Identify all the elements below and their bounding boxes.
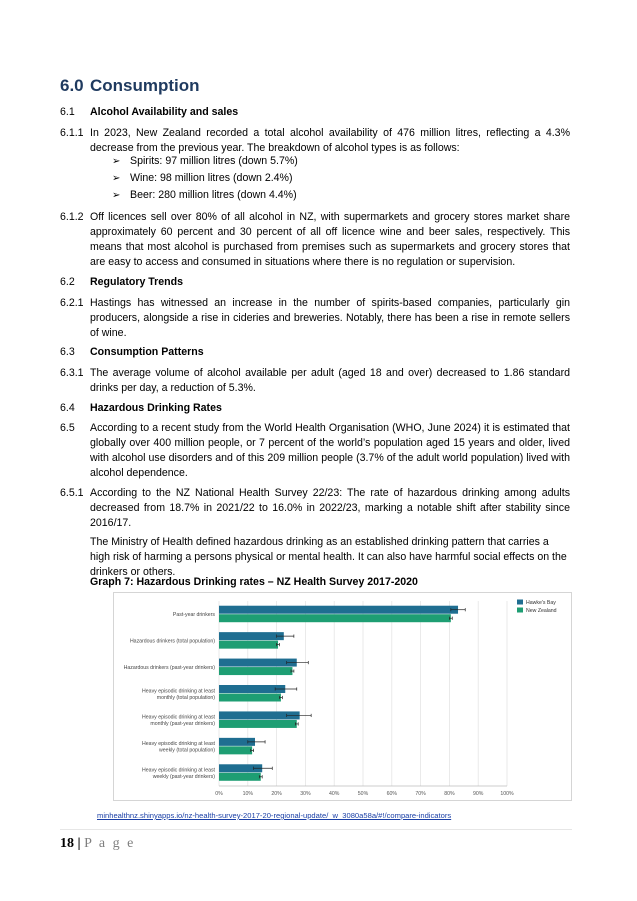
- page-footer: [60, 836, 135, 852]
- arrow-bullet-icon: ➢: [112, 156, 121, 167]
- hazardous-drinking-chart: [113, 592, 572, 801]
- heading-number: 6.0: [60, 76, 84, 95]
- legend-swatch: [517, 600, 523, 605]
- bar: [219, 773, 261, 781]
- heading-title: Consumption: [90, 76, 200, 95]
- footer-separator: |: [77, 836, 81, 851]
- category-label: Heavy episodic drinking at least: [142, 741, 215, 748]
- section-title: Alcohol Availability and sales: [90, 106, 239, 118]
- x-tick-label: 90%: [473, 791, 484, 797]
- section-text: Off licences sell over 80% of all alcohol in NZ, with supermarkets and grocery stores market share approximately 60 percent and 30 percent of all off licence wine and beer sales, respectively. This means that most alcohol is purchased from premises such as supermarkets and grocery stores that are easy to access and consumed in situations where there is no regulation or supervision.: [90, 211, 570, 268]
- x-tick-label: 80%: [444, 791, 455, 797]
- bar: [219, 667, 292, 675]
- section-heading: [60, 76, 200, 96]
- bar: [219, 659, 297, 667]
- bar: [219, 614, 451, 622]
- section-text: According to a recent study from the World Health Organisation (WHO, June 2024) it is estimated that globally over 400 million people, or 7 percent of the world’s population aged 15 years and older, lived with alcohol use disorders and of this 209 million people (3.7% of the adult world population) lived with alcohol dependence.: [90, 422, 570, 479]
- section-number: 6.2.1: [60, 297, 84, 309]
- legend-swatch: [517, 608, 523, 613]
- category-label: Heavy episodic drinking at least: [142, 767, 215, 774]
- x-tick-label: 30%: [300, 791, 311, 797]
- category-label: Hazardous drinkers (past-year drinkers): [123, 665, 215, 672]
- x-tick-label: 20%: [271, 791, 282, 797]
- section-number: 6.1: [60, 106, 75, 118]
- section-text: The average volume of alcohol available per adult (aged 18 and over) decreased to 1.86 standard drinks per day, a reduction of 5.3%.: [90, 367, 570, 394]
- x-tick-label: 40%: [329, 791, 340, 797]
- x-tick-label: 60%: [386, 791, 397, 797]
- category-label: monthly (total population): [156, 694, 215, 701]
- section-title: Consumption Patterns: [90, 346, 204, 358]
- section-number: 6.1.2: [60, 211, 84, 223]
- list-item: ➢ Wine: 98 million litres (down 2.4%): [112, 170, 298, 187]
- category-label: weekly (past-year drinkers): [152, 774, 215, 781]
- section-number: 6.3.1: [60, 367, 84, 379]
- section-number: 6.4: [60, 402, 75, 414]
- footer-divider: [60, 829, 572, 830]
- category-label: monthly (past-year drinkers): [150, 721, 215, 728]
- alcohol-type-list: [112, 153, 298, 204]
- x-tick-label: 0%: [215, 791, 223, 797]
- category-label: Past-year drinkers: [172, 612, 215, 619]
- source-link[interactable]: minhealthnz.shinyapps.io/nz-health-survey-2017-20-regional-update/_w_3080a58a/#!/compare-indicators: [97, 811, 452, 820]
- bar: [219, 641, 278, 649]
- hazardous-definition-paragraph: The Ministry of Health defined hazardous drinking as an established drinking pattern that carries a high risk of harming a persons physical or mental health. It can also have harmful social effects on the drinkers or others.: [90, 536, 567, 578]
- section-text: According to the NZ National Health Survey 22/23: The rate of hazardous drinking among adults decreased from 18.7% in 2021/22 to 16.0% in 2022/23, marking a notable shift after stability since 2016/17.: [90, 487, 570, 529]
- bar: [219, 606, 458, 614]
- section-text: In 2023, New Zealand recorded a total alcohol availability of 476 million litres, reflecting a 4.3% decrease from the previous year. The breakdown of alcohol types is as follows:: [90, 127, 570, 154]
- bar: [219, 746, 252, 754]
- bar: [219, 632, 284, 640]
- arrow-bullet-icon: ➢: [112, 173, 121, 184]
- section-number: 6.2: [60, 276, 75, 288]
- category-label: weekly (total population): [159, 747, 215, 754]
- page-word: P a g e: [84, 836, 136, 851]
- category-label: Hazardous drinkers (total population): [129, 638, 215, 645]
- section-number: 6.1.1: [60, 127, 84, 139]
- page-number: 18: [60, 836, 74, 851]
- list-item: ➢ Spirits: 97 million litres (down 5.7%): [112, 153, 298, 170]
- graph-caption: Graph 7: Hazardous Drinking rates – NZ Health Survey 2017-2020: [90, 576, 418, 588]
- category-label: Heavy episodic drinking at least: [142, 714, 215, 721]
- category-label: Heavy episodic drinking at least: [142, 688, 215, 695]
- x-tick-label: 100%: [500, 791, 514, 797]
- section-text: Hastings has witnessed an increase in the number of spirits-based companies, particularly gin producers, alongside a rise in cideries and breweries. Notably, there has been a rise in remote sellers of wine.: [90, 297, 570, 339]
- arrow-bullet-icon: ➢: [112, 190, 121, 201]
- legend-label: New Zealand: [526, 608, 557, 614]
- section-title: Hazardous Drinking Rates: [90, 402, 222, 414]
- list-item: ➢ Beer: 280 million litres (down 4.4%): [112, 187, 298, 204]
- x-tick-label: 70%: [415, 791, 426, 797]
- chart-svg: [114, 593, 571, 800]
- section-number: 6.5: [60, 422, 75, 434]
- bar: [219, 720, 297, 728]
- bar: [219, 694, 281, 702]
- section-title: Regulatory Trends: [90, 276, 184, 288]
- x-tick-label: 10%: [242, 791, 253, 797]
- section-number: 6.5.1: [60, 487, 84, 499]
- x-tick-label: 50%: [357, 791, 369, 797]
- section-number: 6.3: [60, 346, 75, 358]
- legend-label: Hawke's Bay: [526, 600, 556, 606]
